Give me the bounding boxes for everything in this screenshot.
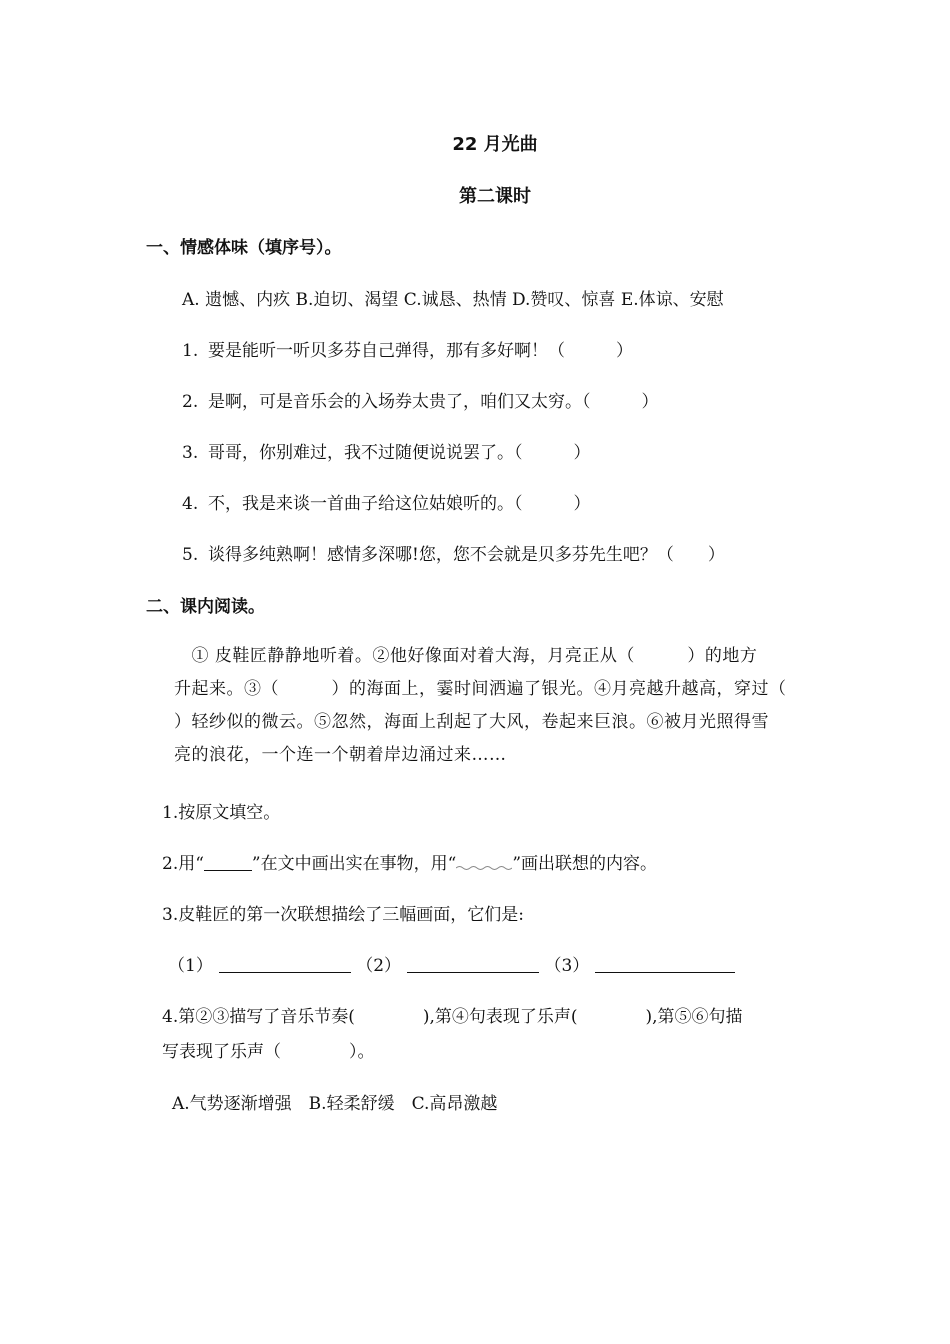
section-2-heading: 二、课内阅读。 [146, 597, 265, 617]
straight-underline-sample [204, 854, 252, 871]
passage-line: 升起来。③（ ）的海面上，霎时间洒遍了银光。④月亮越升越高，穿过（ [174, 679, 787, 699]
item-text: 谈得多纯熟啊！感情多深哪!您，您不会就是贝多芬先生吧？（ ） [208, 545, 725, 565]
wavy-underline-sample [456, 855, 512, 871]
list-item [182, 493, 591, 515]
list-item [182, 442, 591, 464]
question-2 [162, 853, 657, 875]
list-item [182, 340, 633, 362]
page-subtitle: 第二课时 [459, 186, 531, 207]
answer-blank[interactable] [219, 956, 351, 973]
section-1-options: A. 遗憾、内疚 B.迫切、渴望 C.诚恳、热情 D.赞叹、惊喜 E.体谅、安慰 [182, 290, 724, 310]
question-3-answers [168, 955, 735, 977]
answer-blank[interactable] [595, 956, 735, 973]
item-text: 哥哥，你别难过，我不过随便说说罢了。（ ） [208, 443, 591, 463]
list-item [182, 391, 659, 413]
answer-label: （3） [544, 956, 590, 976]
q2-text-b: ”在文中画出实在事物，用“ [251, 854, 457, 874]
item-number: 1. [182, 341, 199, 361]
q2-text-c: ”画出联想的内容。 [512, 854, 658, 874]
list-item [182, 544, 725, 566]
page-title: 22 月光曲 [452, 134, 538, 155]
question-3: 3.皮鞋匠的第一次联想描绘了三幅画面，它们是: [162, 905, 524, 925]
question-4-options: A.气势逐渐增强 B.轻柔舒缓 C.高昂激越 [172, 1094, 498, 1114]
item-number: 5. [182, 545, 199, 565]
answer-label: （2） [356, 956, 402, 976]
question-4-line-2: 写表现了乐声（ ）。 [162, 1042, 375, 1062]
reading-passage [174, 640, 814, 772]
question-4-line-1: 4.第②③描写了音乐节奏( ),第④句表现了乐声( ),第⑤⑥句描 [162, 1007, 743, 1027]
item-text: 要是能听一听贝多芬自己弹得，那有多好啊！（ ） [208, 341, 633, 361]
passage-line: ① 皮鞋匠静静地听着。②他好像面对着大海，月亮正从（ ）的地方 [174, 646, 758, 666]
item-number: 2. [182, 392, 199, 412]
item-number: 3. [182, 443, 199, 463]
passage-line: 亮的浪花，一个连一个朝着岸边涌过来…… [174, 745, 507, 765]
answer-label: （1） [168, 956, 213, 976]
passage-line: ）轻纱似的微云。⑤忽然，海面上刮起了大风，卷起来巨浪。⑥被月光照得雪 [174, 712, 769, 732]
q2-text-a: 2.用“ [162, 854, 204, 874]
item-number: 4. [182, 494, 199, 514]
section-1-heading: 一、情感体味（填序号）。 [146, 238, 342, 258]
question-1: 1.按原文填空。 [162, 803, 281, 823]
item-text: 是啊，可是音乐会的入场券太贵了，咱们又太穷。（ ） [208, 392, 659, 412]
answer-blank[interactable] [407, 956, 539, 973]
item-text: 不，我是来谈一首曲子给这位姑娘听的。（ ） [208, 494, 591, 514]
